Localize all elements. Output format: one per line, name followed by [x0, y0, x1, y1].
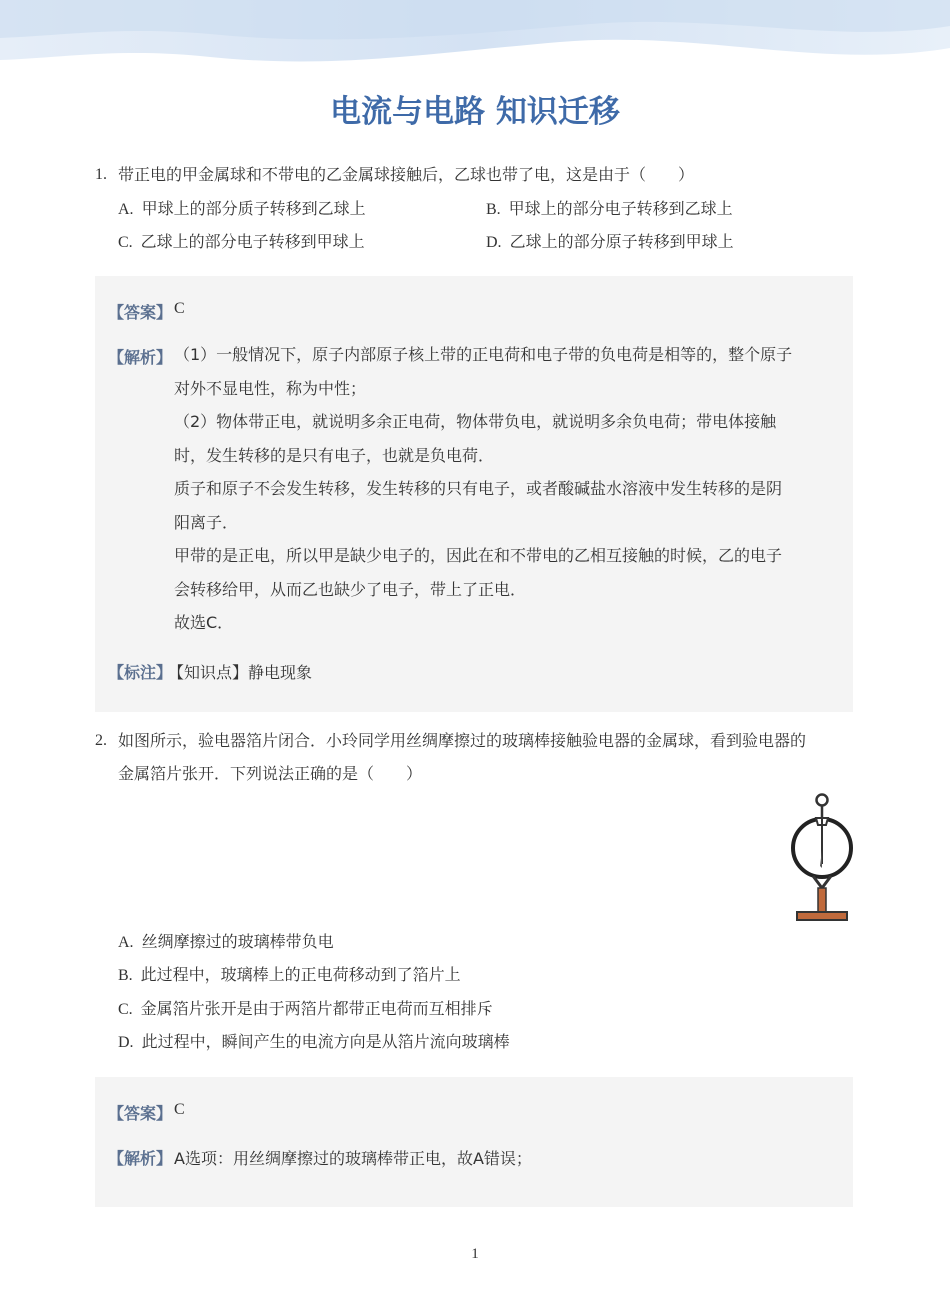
answer-label: 【答案】 — [108, 1104, 173, 1123]
question-number: 1. — [95, 166, 107, 183]
answer-box-1 — [95, 276, 853, 712]
page-number: 1 — [471, 1246, 479, 1262]
page-title: 电流与电路 知识迁移 — [330, 94, 620, 130]
answer-value: C — [174, 1101, 185, 1118]
option-text: 甲球上的部分电子转移到乙球上 — [508, 199, 733, 218]
option-a — [118, 932, 334, 953]
answer-value: C — [174, 300, 185, 317]
question-2 — [95, 724, 855, 790]
option-d — [486, 232, 734, 253]
question-1 — [95, 158, 855, 191]
analysis-line: 时，发生转移的是只有电子，也就是负电荷． — [174, 445, 495, 465]
option-c — [118, 232, 365, 253]
analysis-line: （1）一般情况下，原子内部原子核上带的正电荷和电子带的负电荷是相等的，整个原子 — [174, 345, 793, 364]
option-c — [118, 999, 493, 1020]
option-text: 乙球上的部分原子转移到甲球上 — [509, 232, 734, 251]
option-letter: C. — [118, 1001, 133, 1018]
option-d — [118, 1032, 510, 1053]
option-b — [118, 965, 461, 986]
analysis-line: （2）物体带正电，就说明多余正电荷，物体带负电，就说明多余负电荷；带电体接触 — [174, 412, 777, 431]
option-text: 此过程中，玻璃棒上的正电荷移动到了箔片上 — [140, 965, 461, 984]
option-text: 金属箔片张开是由于两箔片都带正电荷而互相排斥 — [140, 999, 493, 1018]
analysis-line: 阳离子． — [174, 512, 239, 532]
note-label: 【标注】 — [108, 663, 173, 682]
option-text: 乙球上的部分电子转移到甲球上 — [140, 232, 365, 251]
analysis-line: 故选C． — [174, 613, 234, 632]
analysis-line: 对外不显电性，称为中性； — [174, 378, 367, 398]
option-letter: D. — [486, 234, 502, 251]
question-number: 2. — [95, 732, 107, 749]
option-letter: D. — [118, 1034, 134, 1051]
answer-box-2 — [95, 1077, 853, 1207]
option-text: 甲球上的部分质子转移到乙球上 — [141, 199, 366, 218]
question-text: 带正电的甲金属球和不带电的乙金属球接触后，乙球也带了电，这是由于（ ） — [118, 165, 695, 184]
question-text — [118, 724, 855, 790]
option-letter: C. — [118, 234, 133, 251]
option-letter: A. — [118, 201, 134, 218]
analysis-line: 甲带的是正电，所以甲是缺少电子的，因此在和不带电的乙相互接触的时候，乙的电子 — [174, 546, 783, 565]
option-a — [118, 199, 366, 220]
question-line: 金属箔片张开．下列说法正确的是（ ） — [118, 764, 423, 783]
option-letter: A. — [118, 934, 134, 951]
analysis-label: 【解析】 — [108, 348, 173, 367]
option-b — [486, 199, 733, 220]
option-letter: B. — [118, 967, 133, 984]
option-text: 丝绸摩擦过的玻璃棒带负电 — [141, 932, 334, 951]
analysis-text — [174, 338, 834, 640]
analysis-label: 【解析】 — [108, 1149, 173, 1168]
analysis-text: A选项：用丝绸摩擦过的玻璃棒带正电，故A错误； — [174, 1149, 532, 1168]
option-text: 此过程中，瞬间产生的电流方向是从箔片流向玻璃棒 — [141, 1032, 510, 1051]
header-wave-decoration — [0, 0, 950, 80]
question-line: 如图所示，验电器箔片闭合．小玲同学用丝绸摩擦过的玻璃棒接触验电器的金属球，看到验电器的 — [118, 731, 807, 750]
electroscope-figure — [786, 790, 858, 930]
note-value: 【知识点】静电现象 — [168, 663, 313, 682]
analysis-line: 会转移给甲，从而乙也缺少了电子，带上了正电． — [174, 579, 527, 599]
analysis-line: 质子和原子不会发生转移，发生转移的只有电子，或者酸碱盐水溶液中发生转移的是阴 — [174, 479, 783, 498]
answer-label: 【答案】 — [108, 303, 173, 322]
option-letter: B. — [486, 201, 501, 218]
